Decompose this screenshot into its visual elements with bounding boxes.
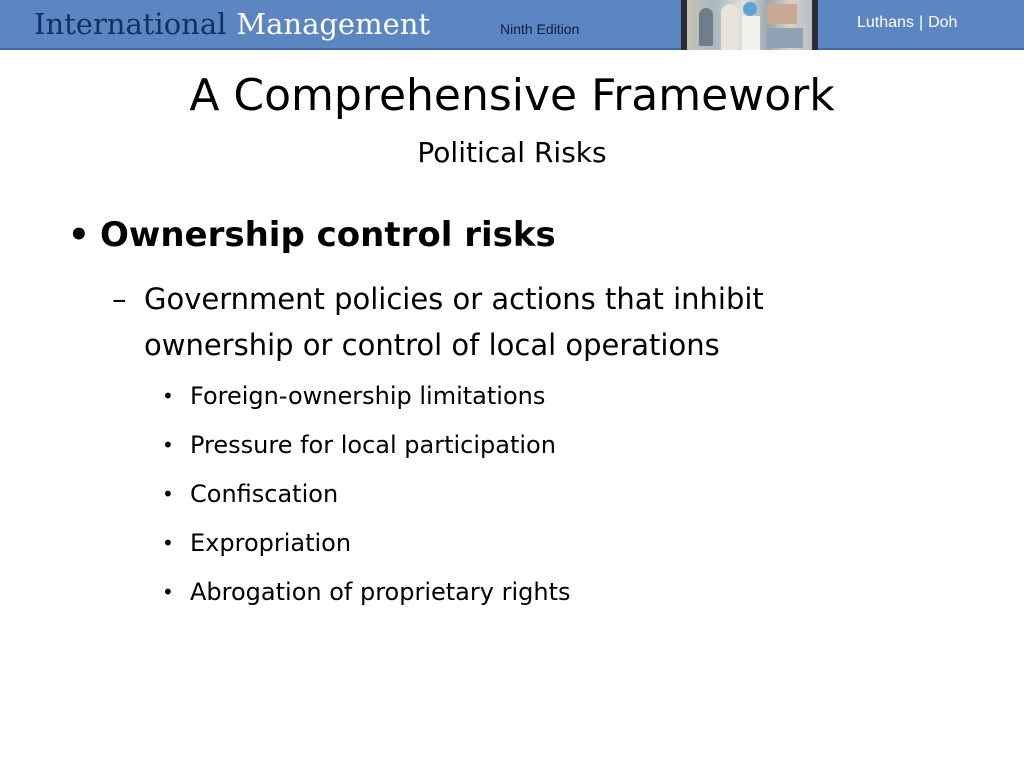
- slide-subtitle: Political Risks: [417, 136, 607, 169]
- book-title: [34, 6, 430, 42]
- photo-figure: [721, 4, 739, 50]
- author-doh: Doh: [928, 14, 958, 31]
- list-item: [162, 520, 570, 569]
- authors: [857, 14, 957, 32]
- slide-title: A Comprehensive Framework: [189, 70, 835, 121]
- dash-glyph: –: [112, 282, 127, 316]
- header-photo-image: [681, 0, 818, 50]
- list-item-text: Confiscation: [190, 480, 339, 508]
- author-luthans: Luthans: [857, 14, 914, 31]
- header-banner: [0, 0, 1024, 50]
- photo-figure: [742, 16, 760, 50]
- author-separator: |: [918, 14, 924, 31]
- bullet-glyph: •: [162, 384, 174, 408]
- photo-hardhat: [743, 2, 757, 16]
- bullet-glyph: •: [68, 215, 90, 255]
- list-item-text: Abrogation of proprietary rights: [190, 578, 571, 606]
- bullet-glyph: •: [162, 580, 174, 604]
- edition-label: Ninth Edition: [500, 21, 580, 37]
- sub-bullet-government-policies: [112, 276, 872, 368]
- bullet-glyph: •: [162, 433, 174, 457]
- list-item: [162, 471, 570, 520]
- book-title-word-management: Management: [236, 7, 431, 41]
- bullet-ownership-control-risks: [68, 213, 556, 257]
- list-item: [162, 422, 570, 471]
- list-item-text: Pressure for local participation: [190, 431, 556, 459]
- bullet-text: Ownership control risks: [100, 215, 556, 255]
- list-item: [162, 373, 570, 422]
- photo-tile: [767, 28, 803, 48]
- list-item-text: Foreign-ownership limitations: [190, 382, 546, 410]
- book-title-word-international: International: [34, 7, 227, 41]
- bullet-glyph: •: [162, 482, 174, 506]
- photo-tile: [767, 4, 797, 24]
- risk-items-list: [162, 373, 570, 618]
- sub-bullet-text: Government policies or actions that inhibit ownership or control of local operations: [144, 282, 764, 362]
- list-item: [162, 569, 570, 618]
- bullet-glyph: •: [162, 531, 174, 555]
- photo-figure: [699, 8, 713, 46]
- list-item-text: Expropriation: [190, 529, 352, 557]
- photo-collage: [687, 0, 812, 50]
